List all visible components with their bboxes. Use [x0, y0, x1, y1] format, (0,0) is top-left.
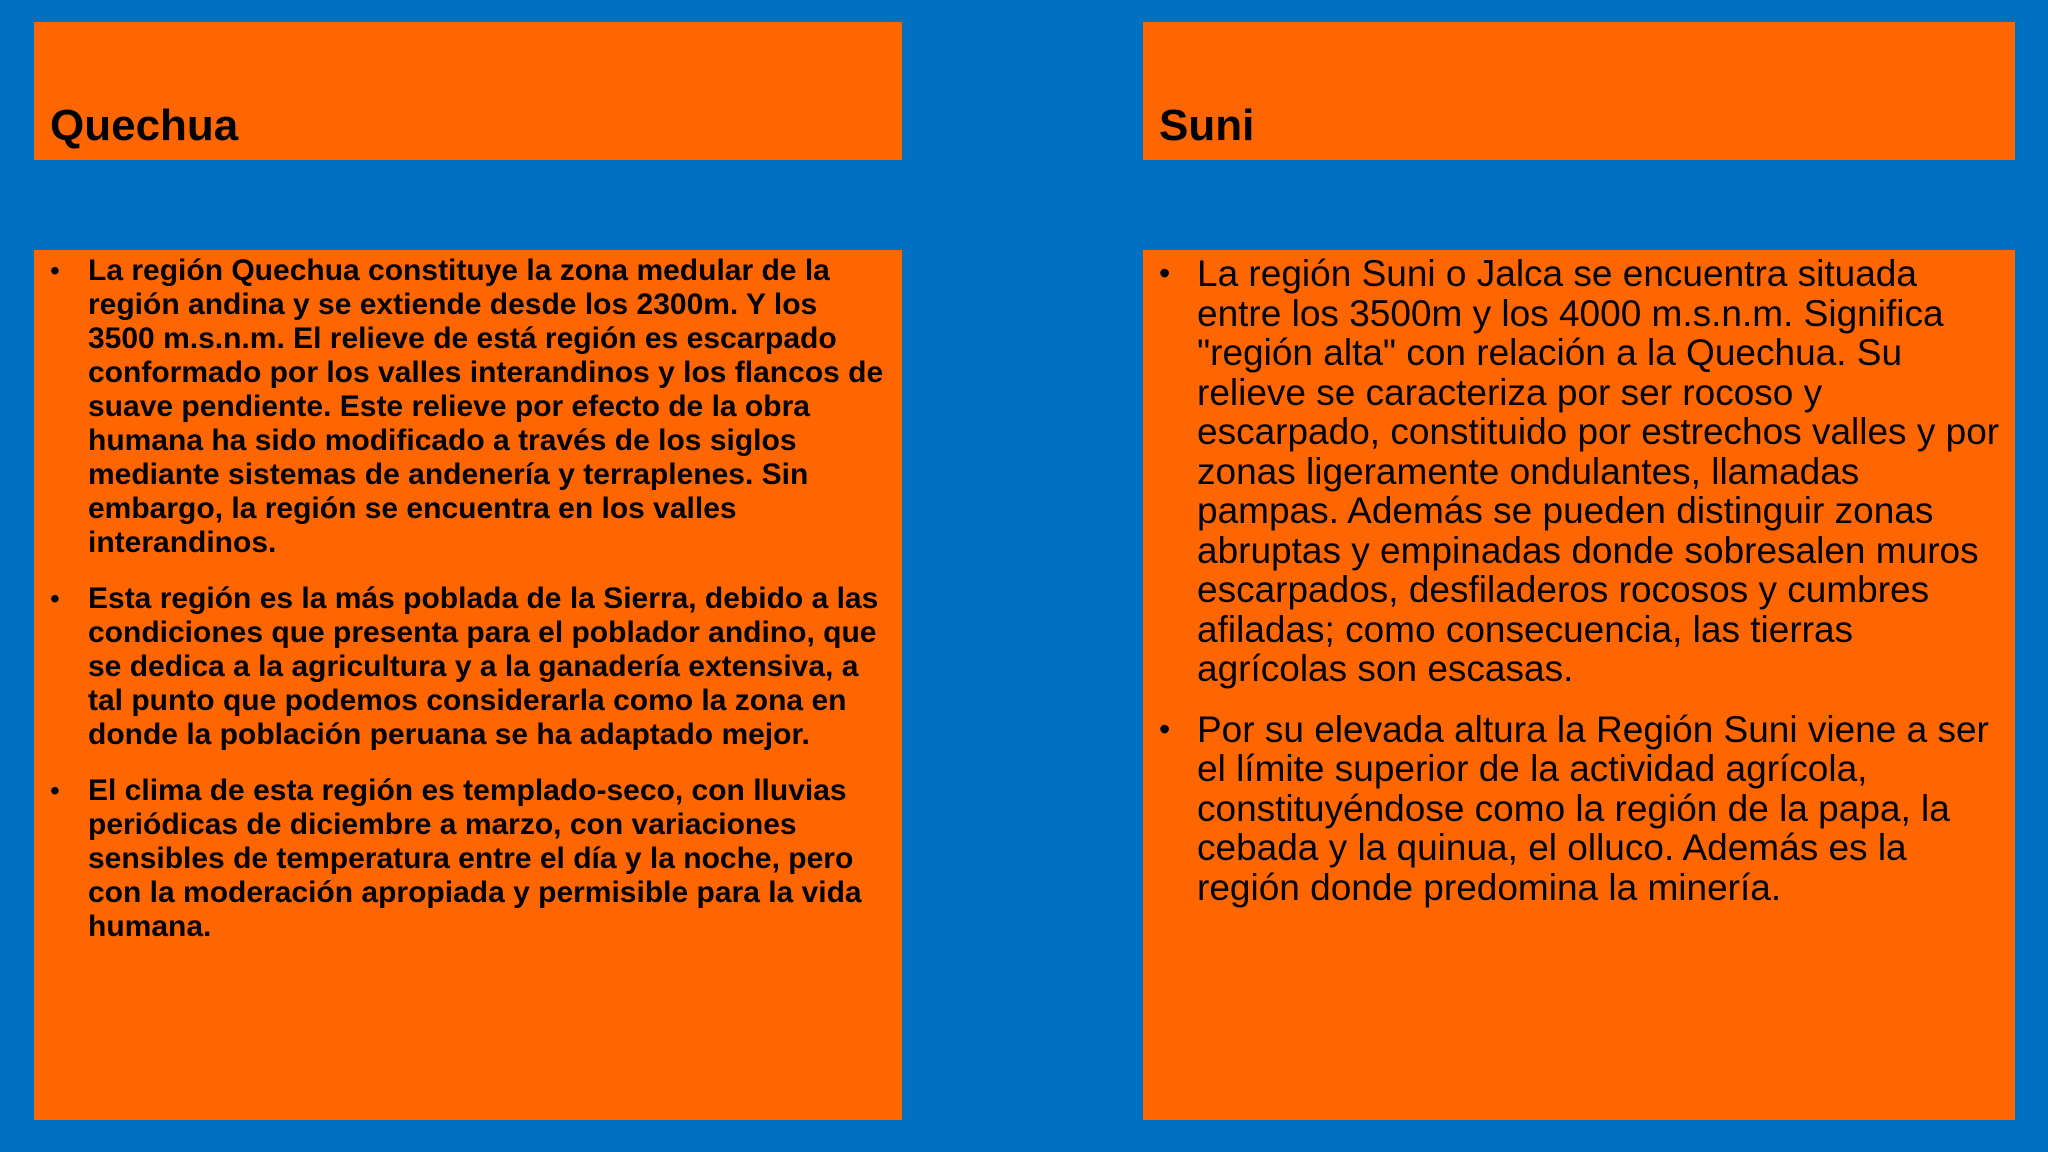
suni-title: Suni: [1159, 101, 1255, 150]
quechua-bullet-text: La región Quechua constituye la zona medular de la región andina y se extiende desde los 2300m. Y los 3500 m.s.n.m. El relieve de está región es escarpado conformado por los valles interandinos y los flancos de suave pendiente. Este relieve por efecto de la obra humana ha sido modificado a través de los siglos mediante sistemas de andenería y terraplenes. Sin embargo, la región se encuentra en los valles interandinos.: [88, 254, 884, 559]
quechua-content-box: [34, 250, 902, 1120]
suni-content-box: [1143, 250, 2015, 1120]
suni-bullet-text: La región Suni o Jalca se encuentra situada entre los 3500m y los 4000 m.s.n.m. Significa "región alta" con relación a la Quechua. Su relieve se caracteriza por ser rocoso y escarpado, constituido por estrechos valles y por zonas ligeramente ondulantes, llamadas pampas. Además se pueden distinguir zonas abruptas y empinadas donde sobresalen muros escarpados, desfiladeros rocosos y cumbres afiladas; como consecuencia, las tierras agrícolas son escasas.: [1197, 253, 2000, 689]
bullet-dot-icon: •: [50, 255, 60, 286]
bullet-dot-icon: •: [1159, 255, 1171, 291]
suni-bullet-item: [1157, 710, 2001, 908]
quechua-bullet-text: Esta región es la más poblada de la Sierra, debido a las condiciones que presenta para el poblador andino, que se dedica a la agricultura y a la ganadería extensiva, a tal punto que podemos considerarla como la zona en donde la población peruana se ha adaptado mejor.: [88, 582, 879, 751]
quechua-bullet-item: [48, 774, 892, 944]
bullet-dot-icon: •: [50, 775, 60, 806]
bullet-dot-icon: •: [50, 583, 60, 614]
quechua-title: Quechua: [50, 101, 239, 150]
bullet-dot-icon: •: [1159, 710, 1171, 747]
suni-header-box: [1143, 22, 2015, 160]
quechua-bullet-text: El clima de esta región es templado-seco, con lluvias periódicas de diciembre a marzo, con variaciones sensibles de temperatura entre el día y la noche, pero con la moderación apropiada y permisible para la vida humana.: [88, 774, 862, 943]
suni-bullet-item: [1157, 254, 2001, 689]
quechua-bullet-item: [48, 582, 892, 752]
quechua-header-box: [34, 22, 902, 160]
suni-bullet-list: [1157, 254, 2001, 907]
quechua-bullet-item: [48, 254, 892, 560]
suni-bullet-text: Por su elevada altura la Región Suni viene a ser el límite superior de la actividad agrícola, constituyéndose como la región de la papa, la cebada y la quinua, el olluco. Además es la región donde predomina la minería.: [1197, 708, 1989, 908]
quechua-bullet-list: [48, 254, 892, 944]
